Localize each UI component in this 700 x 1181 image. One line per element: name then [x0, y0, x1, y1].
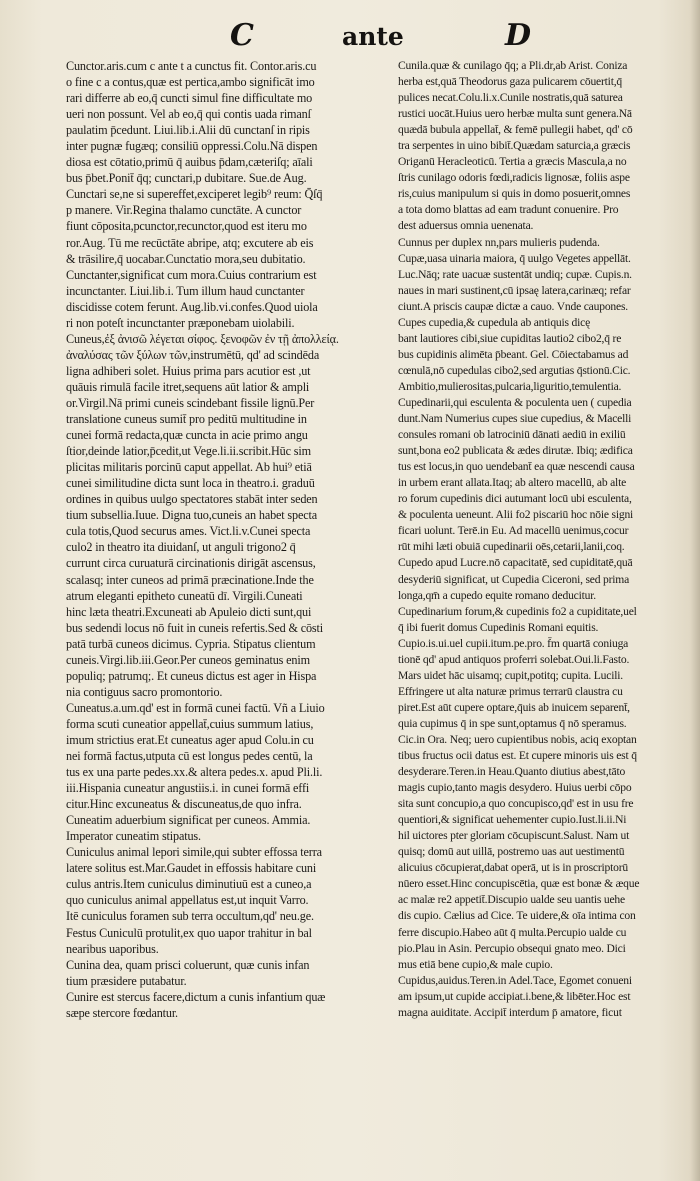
text-line: atrum eleganti epitheto cuneatū dī. Virgili.Cuneati — [66, 588, 303, 603]
text-line: sæpe stercore fœdantur. — [66, 1005, 178, 1020]
text-line: fiunt cōposita,pcunctor,recunctor,quod est iteru mo — [66, 219, 307, 234]
text-line: o fine c a contus,quæ est pertica,ambo significāt imo — [66, 75, 315, 90]
text-line: Cunina dea, quam prisci coluerunt, quæ cunis infan — [66, 957, 310, 972]
text-line: ro forum cupedinis dici autumant locū ubi esculenta, — [398, 492, 632, 506]
text-line: magna auiditate. Accipit̄ interdum p̄ amatore, ficut — [398, 1005, 622, 1019]
text-line: alicuius cōcupierat,dabat operā, ut is in proscriptorū — [398, 861, 629, 875]
text-line: Cupes cupedia,& cupedula ab antiquis dicę — [398, 315, 591, 329]
text-line: patā turbā cuneos dicimus. Cypria. Stipatus clientum — [66, 636, 316, 651]
text-line: populiq; patrumq;. Et cuneus dictus est ager in Hispa — [66, 668, 317, 683]
text-line: Cuneus,ἐξ ἀνισῶ λέγεται σίφος. ξενοφῶν ἐν τῇ ἀπολλείᾳ. — [66, 331, 339, 346]
text-line: dis cupio. Cælius ad Cice. Te uidere,& oīa intima con — [398, 909, 636, 923]
left-text-column — [66, 58, 384, 1168]
text-line: nei formā factus,utputa cū est longus pedes centū, la — [66, 749, 313, 764]
text-line: hil uictores pter gloriam cōcupiscunt.Salust. Nam ut — [398, 829, 630, 843]
text-line: nearibus uaporibus. — [66, 941, 159, 956]
text-line: consules romani ob latrociniū dānati aediū in exiliū — [398, 428, 626, 442]
text-line: tium præsidere putabatur. — [66, 973, 187, 988]
text-line: magis cupio,tanto magis desydero. Huius uerbi cōpo — [398, 781, 632, 795]
text-line: sunt,bona eo2 publicata & ædes dirutæ. Ibiq; ædifica — [398, 444, 633, 458]
text-line: Cunila.quæ & cunilago q̄q; a Pli.dr,ab Arist. Coniza — [398, 59, 628, 72]
text-line: discidisse cotem ferunt. Aug.lib.vi.confes.Quod uiola — [66, 299, 318, 314]
text-line: cula totis,Quod securus ames. Vict.li.v.Cunei specta — [66, 524, 311, 539]
text-line: rūt mihi læti obuiā cupedinarii oēs,cetarii,lanii,coq. — [398, 540, 625, 554]
text-line: Cunctor.aris.cum c ante t a cunctus fit. Contor.aris.cu — [66, 59, 317, 73]
text-line: ſtris cunilago odoris fœdi,radicis lignosæ, foliis aspe — [398, 171, 630, 185]
text-line: nūero esset.Hinc concupiscētia, quæ est bonæ & æque — [398, 877, 640, 891]
text-line: quisq; domū aut uillā, postremo uas aut uestimentū — [398, 845, 625, 859]
text-line: quia cupimus q̄ in spe sunt,optamus q̄ nō speramus. — [398, 716, 627, 730]
text-line: Cupæ,uasa uinaria maiora, q̄ uulgo Vegetes appellāt. — [398, 251, 631, 265]
text-line: culo2 in theatro ita diuidanſ, ut anguli trigono2 q̄ — [66, 540, 296, 555]
text-line: tus ex una parte pedes.xx.& altera pedes.x. apud Pli.li. — [66, 765, 323, 780]
page-edge-shadow — [690, 0, 700, 1181]
text-line: Cupio.is.ui.uel cupii.itum.pe.pro. f̄m quartā coniuga — [398, 636, 629, 650]
running-head-word: ante — [342, 22, 404, 51]
text-line: citur.Hinc excuneatus & discuneatus,de quo infra. — [66, 797, 302, 812]
text-line: or.Virgil.Nā primi cuneis scindebant fissile lignū.Per — [66, 395, 315, 410]
text-line: quāuis rimulā facile itret,sequens aūt latior & ampli — [66, 379, 310, 394]
text-line: culus antris.Item cuniculus diminutiuū est a cuneo,a — [66, 877, 312, 892]
text-line: & trāsilire,q̄ uocabar.Cunctatio mora,seu dubitatio. — [66, 251, 306, 266]
text-line: pio.Plau in Asin. Percupio obsequi gnato meo. Dici — [398, 941, 626, 955]
text-line: currunt circa curuaturā circinationis dirigāt ascensus, — [66, 556, 316, 571]
text-line: cœnulā,nō cupedulas cibo2,sed argutias q̄stionū.Cic. — [398, 363, 631, 377]
text-line: bus cupidinis alimēta p̄beant. Gel. Cōiectabamus ad — [398, 347, 629, 361]
text-line: ligna adhiberi solet. Huius prima pars acutior est ,ut — [66, 363, 311, 378]
text-line: ſtior,deinde latior,p̄cedit,ut Vege.li.ii.scribit.Hūc sim — [66, 444, 311, 459]
text-line: piret.Est aūt cupere optare,q̄uis ab inuicem separent̄, — [398, 700, 630, 714]
text-line: quo cuniculus animal appellatus est,ut inquit Varro. — [66, 893, 309, 908]
text-line: forma scuti cuneatior appellat̄,cuius summum latius, — [66, 716, 314, 731]
text-line: paulatim p̄cedunt. Liui.lib.i.Alii dū cunctanſ in ripis — [66, 123, 310, 138]
text-line: naues in mari sustinent,cū ipsaę latera,carinæq; refar — [398, 283, 631, 297]
text-line: quentiori,& significat uehementer cupio.Iust.li.ii.Ni — [398, 813, 627, 827]
text-line: ordines in quibus uulgo spectatores stabāt inter seden — [66, 492, 318, 507]
text-line: tus est locus,in quo uendebant̄ ea quæ nescendi causa — [398, 460, 635, 474]
text-line: rari differre ab eo,q̄ cuncti simul fine difficultate mo — [66, 91, 313, 106]
text-line: incunctanter. Liui.lib.i. Tum illum haud cunctanter — [66, 283, 305, 298]
text-line: Cuneatus.a.um.qd' est in formā cunei factū. Vñ a Liuio — [66, 700, 325, 715]
text-line: plicitas militaris porcinū caput appellat. Ab hui⁹ etiā — [66, 460, 312, 475]
text-line: iii.Hispania cuneatur angustiis.i. in cunei formā effi — [66, 781, 310, 796]
text-line: & poculenta ueneunt. Alii fo2 piscariū hoc nōie signi — [398, 508, 634, 522]
text-line: hinc læta theatri.Excuneati ab Apuleio dicti sunt,qui — [66, 604, 312, 619]
text-line: ἀναλύσας τῶν ξύλων τῶν,instrumētū, qd' ad scindēda — [66, 347, 320, 362]
text-line: latere solitus est.Mar.Gaudet in effossis habitare cuni — [66, 861, 317, 876]
text-line: Cuniculus animal lepori simile,qui subter effossa terra — [66, 845, 322, 860]
text-line: p manere. Vir.Regina thalamo cunctāte. A cunctor — [66, 203, 302, 218]
text-line: Cunire est stercus facere,dictum a cunis infantium quæ — [66, 989, 326, 1004]
text-line: Cunctari se,ne si supereffet,exciperet legib⁹ reum: Q̄ſq̄ — [66, 187, 323, 202]
text-line: ferre discupio.Habeo aūt q̄ multa.Percupio ualde cu — [398, 925, 627, 939]
text-line: cuneis.Virgi.lib.iii.Geor.Per cuneos geminatus enim — [66, 652, 310, 667]
text-line: am ipsum,ut cupide accipiat.i.bene,& libēter.Hoc est — [398, 989, 631, 1003]
text-line: Cupedo apud Lucre.nō capacitatē, sed cupiditatē,quā — [398, 556, 633, 570]
text-line: tium subsellia.Iuue. Digna tuo,cuneis an habet specta — [66, 508, 317, 523]
text-line: Luc.Nāq; rate uacuæ sustentāt undiq; cupæ. Cupis.n. — [398, 267, 632, 281]
text-line: Cupedinarii,qui esculenta & poculenta uen ( cupedia — [398, 395, 632, 409]
text-line: bus sedendi locus nō fuit in cuneis refertis.Sed & cōsti — [66, 620, 323, 635]
text-line: bant lautiores cibi,siue cupiditas lautio2 cibo2,q̄ re — [398, 331, 622, 345]
text-line: Itē cuniculus foramen sub terra occultum,qd' neu.ge. — [66, 909, 314, 924]
text-line: ror.Aug. Tū me recūctāte abripe, atq; excutere ab eis — [66, 235, 314, 250]
text-line: Cunctanter,significat cum mora.Cuius contrarium est — [66, 267, 317, 282]
text-line: Cupidus,auidus.Teren.in Adel.Tace, Egomet conueni — [398, 973, 632, 987]
text-line: Effringere ut alta naturæ primus terrarū claustra cu — [398, 684, 623, 698]
text-line: q̄ ibi fuerit domus Cupedinis Romani equitis. — [398, 620, 599, 634]
text-line: Cic.in Ora. Neq; uero cupientibus nobis, aciq exoptan — [398, 732, 637, 746]
text-line: pulices necat.Colu.li.x.Cunile nostratis,quā saturea — [398, 91, 623, 105]
text-line: Mars uidet hāc uisamq; cupit,potitq; cupita. Lucili. — [398, 668, 623, 682]
running-head-right-letter: D — [505, 18, 532, 53]
text-line: ris,cuius manipulum si quis in domo posuerit,omnes — [398, 187, 631, 201]
text-line: herba est,quā Theodorus gaza pulicarem cōuertit,q̄ — [398, 75, 623, 89]
text-line: cunei similitudine dicta sunt loca in theatro.i. graduū — [66, 476, 315, 491]
text-line: sita sunt concupio,a quo concupisco,qd' est in usu fre — [398, 797, 634, 811]
text-line: desyderare.Teren.in Heau.Quanto diutius abest,tāto — [398, 765, 626, 779]
text-line: diosa est cōtatio,primū q̄ auibus p̄dam,cæteriſq; aīali — [66, 155, 313, 170]
text-line: imum strictius erat.Et cuneatus ager apud Colu.in cu — [66, 732, 314, 747]
text-line: a tota domo blattas ad eam tradunt conuenire. Pro — [398, 203, 619, 217]
text-line: Imperator cuneatim stipatus. — [66, 829, 201, 844]
text-line: scalasq; inter cuneos ad primā præcinatione.Inde the — [66, 572, 314, 587]
text-line: desyderiū significat, ut Cupedia Ciceroni, sed prima — [398, 572, 630, 586]
text-line: quædā bubula appellat̄, & femē pullegii habet, qd' cō — [398, 123, 633, 137]
text-line: Origanū Heracleoticū. Tertia a græcis Mascula,a no — [398, 155, 627, 169]
text-line: dest aduersus omnia uenenata. — [398, 219, 534, 233]
text-line: ueri non possunt. Vel ab eo,q̄ qui contis uada rimanſ — [66, 107, 311, 122]
text-line: cunei formā redacta,quæ cuncta in acie primo angu — [66, 428, 308, 443]
right-text-column — [398, 58, 694, 1168]
text-line: Cupedinarium forum,& cupedinis fo2 a cupiditate,uel — [398, 604, 637, 618]
text-line: ficari uolunt. Terē.in Eu. Ad macellū uenimus,cocur — [398, 524, 629, 538]
text-line: nia contiguus sacro promontorio. — [66, 684, 223, 699]
text-line: ciunt.A priscis caupæ dictæ a cauo. Vnde caupones. — [398, 299, 628, 313]
text-line: Ambitio,mulierositas,pulcaria,liguritio,temulentia. — [398, 379, 622, 393]
running-head-left-letter: C — [230, 18, 254, 53]
text-line: bus p̄bet.Ponit̄ q̄q; cunctari,p dubitare. Sue.de Aug. — [66, 171, 307, 186]
text-line: tibus fructus ocii datus est. Et cupere minoris uis est q̄ — [398, 749, 637, 763]
text-line: inter pugnæ fugæq; consiliū oppressi.Colu.Nā dispen — [66, 139, 318, 154]
text-line: in urbem erant allata.Itaq; ab altero macellū, ab alte — [398, 476, 627, 490]
text-line: translatione cuneus sumit̄ pro peditū multitudine in — [66, 412, 307, 427]
text-line: longa,qm̄ a cupedo equite romano deducitur. — [398, 588, 596, 602]
text-line: tra serpentes in uino bibit̄.Quædam saturcia,a græcis — [398, 139, 631, 153]
text-line: Festus Cuniculū protulit,ex quo uapor trahitur in bal — [66, 925, 312, 940]
text-line: Cunnus per duplex nn,pars mulieris pudenda. — [398, 235, 600, 249]
text-line: Cuneatim aduerbium significat per cuneos. Ammia. — [66, 813, 311, 828]
text-line: mus etiā bene cupio,& male cupio. — [398, 957, 553, 971]
text-line: rustici uocāt.Huius uero herbæ multa sunt genera.Nā — [398, 107, 632, 121]
page-header — [0, 14, 700, 54]
text-line: ac malæ re2 appetit̄.Discupio ualde seu uantis uehe — [398, 893, 625, 907]
text-line: ri non poteſt incunctanter præponebam uiolabili. — [66, 315, 295, 330]
text-line: dunt.Nam Numerius cupes siue cupedius, & Macelli — [398, 412, 632, 426]
text-line: tionē qd' apud antiquos proferri solebat.Oui.li.Fasto. — [398, 652, 630, 666]
